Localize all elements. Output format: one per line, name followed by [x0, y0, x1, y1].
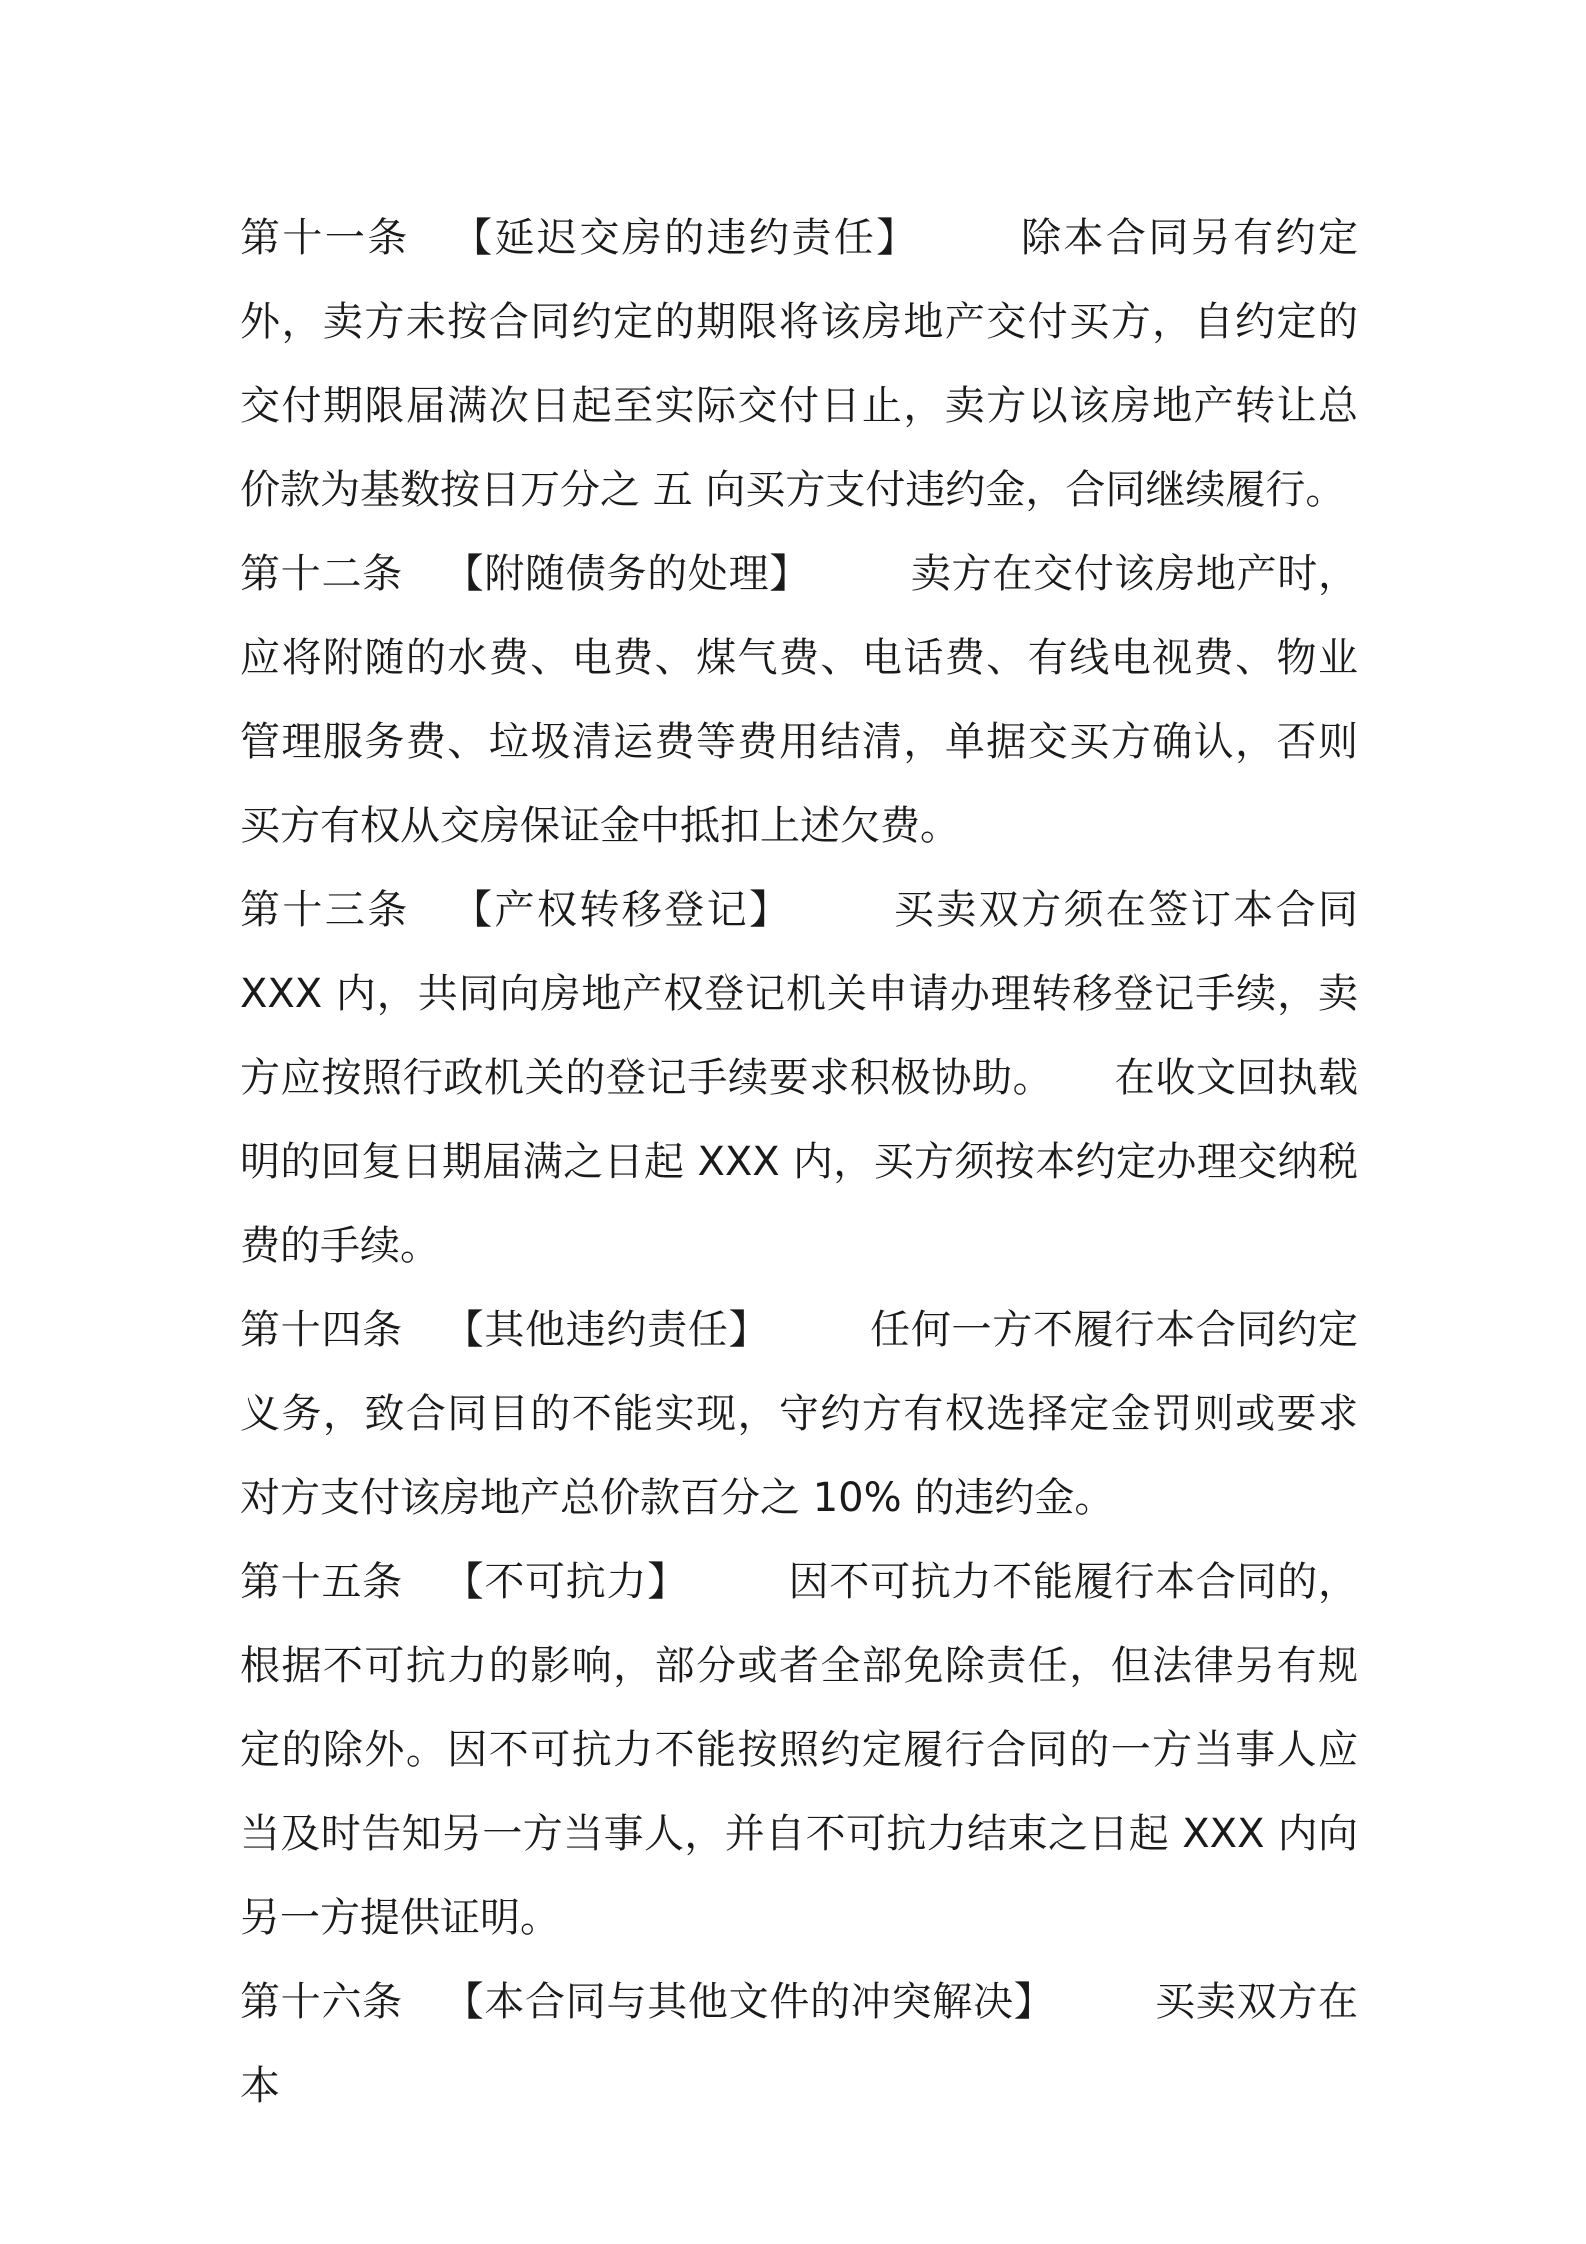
article-14	[240, 1288, 1358, 1540]
article-number: 第十六条	[240, 1979, 403, 2025]
contract-body	[240, 196, 1358, 2128]
article-number: 第十一条	[240, 215, 410, 261]
article-13	[240, 868, 1358, 1288]
article-number: 第十二条	[240, 551, 403, 597]
article-text: 因不可抗力不能履行本合同的，根据不可抗力的影响，部分或者全部免除责任，但法律另有规定的除外。因不可抗力不能按照约定履行合同的一方当事人应当及时告知另一方当事人，并自不可抗力结束之日起 XXX 内向另一方提供证明。	[240, 1559, 1359, 1941]
article-title: 【其他违约责任】	[442, 1307, 770, 1353]
article-title: 【本合同与其他文件的冲突解决】	[442, 1979, 1055, 2025]
article-text: 买卖双方须在签订本合同 XXX 内，共同向房地产权登记机关申请办理转移登记手续，卖方应按照行政机关的登记手续要求积极协助。 在收文回执载明的回复日期届满之日起 XXX 内，买方须按本约定办理交纳税费的手续。	[240, 887, 1359, 1269]
article-15	[240, 1540, 1358, 1960]
article-number: 第十三条	[240, 887, 410, 933]
article-number: 第十四条	[240, 1307, 403, 1353]
article-text: 除本合同另有约定外，卖方未按合同约定的期限将该房地产交付买方，自约定的交付期限届满次日起至实际交付日止，卖方以该房地产转让总价款为基数按日万分之 五 向买方支付违约金，合同继续履行。	[240, 215, 1359, 513]
article-number: 第十五条	[240, 1559, 403, 1605]
article-16	[240, 1960, 1358, 2128]
article-text: 卖方在交付该房地产时，应将附随的水费、电费、煤气费、电话费、有线电视费、物业管理服务费、垃圾清运费等费用结清，单据交买方确认，否则买方有权从交房保证金中抵扣上述欠费。	[240, 551, 1359, 849]
article-title: 【延迟交房的违约责任】	[449, 215, 919, 261]
article-title: 【产权转移登记】	[449, 887, 792, 933]
article-12	[240, 532, 1358, 868]
article-title: 【附随债务的处理】	[442, 551, 811, 597]
article-title: 【不可抗力】	[442, 1559, 688, 1605]
article-11	[240, 196, 1358, 532]
article-text: 买卖双方在本	[240, 1979, 1359, 2109]
article-text: 任何一方不履行本合同约定义务，致合同目的不能实现，守约方有权选择定金罚则或要求对方支付该房地产总价款百分之 10% 的违约金。	[240, 1307, 1359, 1521]
